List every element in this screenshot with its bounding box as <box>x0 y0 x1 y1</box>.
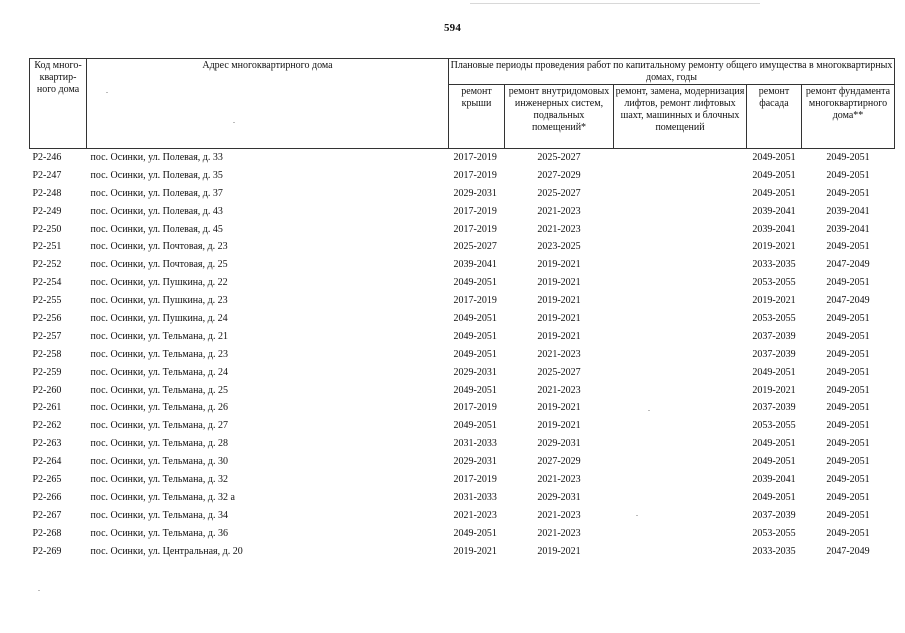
cell-elevators <box>614 238 747 256</box>
cell-address: пос. Осинки, ул. Тельмана, д. 26 <box>90 402 228 414</box>
scan-speck <box>636 515 638 516</box>
cell-elevators <box>614 453 747 471</box>
cell-code: Р2-262 <box>32 420 62 432</box>
cell-code: Р2-259 <box>32 366 62 378</box>
cell-roof: 2029-2031 <box>453 187 497 199</box>
cell-systems: 2029-2031 <box>537 491 581 503</box>
cell-elevators <box>614 256 747 274</box>
header-row <box>30 59 895 85</box>
cell-address: пос. Осинки, ул. Полевая, д. 35 <box>90 169 223 181</box>
cell-foundation: 2049-2051 <box>826 277 870 289</box>
cell-systems: 2021-2023 <box>537 348 581 360</box>
table-row <box>30 328 895 346</box>
cell-roof: 2017-2019 <box>453 151 497 163</box>
cell-systems: 2019-2021 <box>537 312 581 324</box>
cell-elevators <box>614 471 747 489</box>
table-row <box>30 453 895 471</box>
table-row <box>30 525 895 543</box>
cell-foundation: 2049-2051 <box>826 366 870 378</box>
cell-facade: 2039-2041 <box>752 205 796 217</box>
scan-speck <box>233 122 235 123</box>
table-row <box>30 471 895 489</box>
cell-facade: 2019-2021 <box>752 295 796 307</box>
table-row <box>30 167 895 185</box>
cell-address: пос. Осинки, ул. Тельмана, д. 24 <box>90 366 228 378</box>
cell-elevators <box>614 185 747 203</box>
cell-facade: 2053-2055 <box>752 527 796 539</box>
header-code: Код много-квартир-ного дома <box>30 59 87 149</box>
cell-code: Р2-251 <box>32 241 62 253</box>
cell-systems: 2019-2021 <box>537 402 581 414</box>
cell-elevators <box>614 292 747 310</box>
cell-foundation: 2049-2051 <box>826 330 870 342</box>
scan-speck <box>648 410 650 411</box>
table-row <box>30 543 895 561</box>
cell-facade: 2039-2041 <box>752 473 796 485</box>
cell-address: пос. Осинки, ул. Центральная, д. 20 <box>90 545 243 557</box>
cell-systems: 2019-2021 <box>537 277 581 289</box>
table-row <box>30 238 895 256</box>
cell-systems: 2021-2023 <box>537 473 581 485</box>
cell-code: Р2-266 <box>32 491 62 503</box>
cell-foundation: 2049-2051 <box>826 420 870 432</box>
header-periods: Плановые периоды проведения работ по капитальному ремонту общего имущества в многоквартирных домах, годы <box>449 59 895 85</box>
cell-roof: 2031-2033 <box>453 491 497 503</box>
cell-roof: 2017-2019 <box>453 473 497 485</box>
cell-address: пос. Осинки, ул. Тельмана, д. 21 <box>90 330 228 342</box>
table-row <box>30 221 895 239</box>
cell-code: Р2-268 <box>32 527 62 539</box>
table-row <box>30 364 895 382</box>
cell-elevators <box>614 310 747 328</box>
header-roof: ремонт крыши <box>449 85 505 149</box>
table-row <box>30 435 895 453</box>
cell-foundation: 2049-2051 <box>826 312 870 324</box>
cell-roof: 2017-2019 <box>453 205 497 217</box>
cell-code: Р2-269 <box>32 545 62 557</box>
cell-systems: 2019-2021 <box>537 420 581 432</box>
cell-foundation: 2047-2049 <box>826 295 870 307</box>
header-address: Адрес многоквартирного дома <box>87 59 449 149</box>
cell-elevators <box>614 489 747 507</box>
cell-foundation: 2049-2051 <box>826 527 870 539</box>
scan-artifact-line <box>470 3 760 4</box>
cell-address: пос. Осинки, ул. Тельмана, д. 32 <box>90 473 228 485</box>
cell-roof: 2017-2019 <box>453 295 497 307</box>
cell-facade: 2019-2021 <box>752 384 796 396</box>
cell-elevators <box>614 417 747 435</box>
cell-systems: 2021-2023 <box>537 527 581 539</box>
cell-systems: 2029-2031 <box>537 438 581 450</box>
cell-foundation: 2047-2049 <box>826 259 870 271</box>
cell-code: Р2-250 <box>32 223 62 235</box>
cell-address: пос. Осинки, ул. Почтовая, д. 23 <box>90 241 228 253</box>
cell-code: Р2-252 <box>32 259 62 271</box>
cell-facade: 2049-2051 <box>752 456 796 468</box>
cell-code: Р2-260 <box>32 384 62 396</box>
cell-address: пос. Осинки, ул. Почтовая, д. 25 <box>90 259 228 271</box>
header-foundation: ремонт фундамента многоквартирного дома** <box>802 85 895 149</box>
table-row <box>30 256 895 274</box>
cell-facade: 2037-2039 <box>752 402 796 414</box>
repair-schedule-table <box>29 58 895 560</box>
cell-systems: 2019-2021 <box>537 545 581 557</box>
cell-systems: 2019-2021 <box>537 330 581 342</box>
cell-roof: 2029-2031 <box>453 456 497 468</box>
cell-code: Р2-258 <box>32 348 62 360</box>
cell-roof: 2019-2021 <box>453 545 497 557</box>
cell-elevators <box>614 328 747 346</box>
cell-roof: 2017-2019 <box>453 402 497 414</box>
cell-code: Р2-263 <box>32 438 62 450</box>
table-row <box>30 382 895 400</box>
cell-elevators <box>614 364 747 382</box>
cell-address: пос. Осинки, ул. Полевая, д. 43 <box>90 205 223 217</box>
cell-systems: 2021-2023 <box>537 205 581 217</box>
table-row <box>30 203 895 221</box>
cell-roof: 2049-2051 <box>453 330 497 342</box>
cell-code: Р2-265 <box>32 473 62 485</box>
cell-elevators <box>614 543 747 561</box>
cell-systems: 2025-2027 <box>537 151 581 163</box>
cell-foundation: 2049-2051 <box>826 348 870 360</box>
cell-address: пос. Осинки, ул. Полевая, д. 45 <box>90 223 223 235</box>
cell-facade: 2033-2035 <box>752 545 796 557</box>
cell-systems: 2021-2023 <box>537 223 581 235</box>
table-row <box>30 274 895 292</box>
cell-code: Р2-247 <box>32 169 62 181</box>
cell-systems: 2021-2023 <box>537 384 581 396</box>
cell-elevators <box>614 167 747 185</box>
cell-elevators <box>614 203 747 221</box>
cell-roof: 2039-2041 <box>453 259 497 271</box>
table-row <box>30 417 895 435</box>
table-row <box>30 489 895 507</box>
cell-code: Р2-264 <box>32 456 62 468</box>
cell-foundation: 2049-2051 <box>826 402 870 414</box>
cell-address: пос. Осинки, ул. Тельмана, д. 30 <box>90 456 228 468</box>
table-row <box>30 346 895 364</box>
cell-address: пос. Осинки, ул. Тельмана, д. 34 <box>90 509 228 521</box>
header-elevators: ремонт, замена, модернизация лифтов, ремонт лифтовых шахт, машинных и блочных помещений <box>614 85 747 149</box>
cell-code: Р2-267 <box>32 509 62 521</box>
cell-roof: 2021-2023 <box>453 509 497 521</box>
cell-roof: 2029-2031 <box>453 366 497 378</box>
cell-roof: 2025-2027 <box>453 241 497 253</box>
cell-foundation: 2049-2051 <box>826 169 870 181</box>
cell-address: пос. Осинки, ул. Полевая, д. 33 <box>90 151 223 163</box>
cell-elevators <box>614 525 747 543</box>
cell-code: Р2-257 <box>32 330 62 342</box>
cell-facade: 2037-2039 <box>752 509 796 521</box>
cell-elevators <box>614 507 747 525</box>
cell-address: пос. Осинки, ул. Тельмана, д. 27 <box>90 420 228 432</box>
cell-facade: 2039-2041 <box>752 223 796 235</box>
cell-foundation: 2047-2049 <box>826 545 870 557</box>
cell-foundation: 2049-2051 <box>826 456 870 468</box>
page-number: 594 <box>443 22 462 34</box>
table-row <box>30 399 895 417</box>
cell-code: Р2-261 <box>32 402 62 414</box>
header-facade: ремонт фасада <box>747 85 802 149</box>
cell-facade: 2053-2055 <box>752 277 796 289</box>
cell-roof: 2049-2051 <box>453 420 497 432</box>
cell-elevators <box>614 346 747 364</box>
table-body <box>30 149 895 561</box>
cell-systems: 2021-2023 <box>537 509 581 521</box>
cell-systems: 2019-2021 <box>537 295 581 307</box>
cell-facade: 2049-2051 <box>752 187 796 199</box>
table-row <box>30 507 895 525</box>
cell-foundation: 2049-2051 <box>826 509 870 521</box>
scan-speck <box>38 590 40 591</box>
cell-facade: 2049-2051 <box>752 438 796 450</box>
cell-systems: 2027-2029 <box>537 169 581 181</box>
table-row <box>30 292 895 310</box>
scan-speck <box>106 92 108 93</box>
cell-facade: 2049-2051 <box>752 491 796 503</box>
cell-systems: 2027-2029 <box>537 456 581 468</box>
cell-facade: 2049-2051 <box>752 169 796 181</box>
cell-foundation: 2039-2041 <box>826 205 870 217</box>
cell-code: Р2-256 <box>32 312 62 324</box>
cell-address: пос. Осинки, ул. Пушкина, д. 22 <box>90 277 228 289</box>
cell-code: Р2-246 <box>32 151 62 163</box>
cell-foundation: 2039-2041 <box>826 223 870 235</box>
header-systems: ремонт внутридомовых инженерных систем, подвальных помещений* <box>505 85 614 149</box>
cell-foundation: 2049-2051 <box>826 151 870 163</box>
cell-facade: 2033-2035 <box>752 259 796 271</box>
cell-systems: 2023-2025 <box>537 241 581 253</box>
cell-facade: 2049-2051 <box>752 151 796 163</box>
cell-roof: 2031-2033 <box>453 438 497 450</box>
cell-foundation: 2049-2051 <box>826 438 870 450</box>
cell-elevators <box>614 149 747 167</box>
cell-elevators <box>614 435 747 453</box>
table-row <box>30 310 895 328</box>
cell-foundation: 2049-2051 <box>826 384 870 396</box>
cell-systems: 2025-2027 <box>537 366 581 378</box>
cell-facade: 2049-2051 <box>752 366 796 378</box>
cell-roof: 2049-2051 <box>453 312 497 324</box>
table-header <box>30 59 895 149</box>
cell-code: Р2-255 <box>32 295 62 307</box>
cell-foundation: 2049-2051 <box>826 473 870 485</box>
cell-address: пос. Осинки, ул. Тельмана, д. 32 а <box>90 491 235 503</box>
table-row <box>30 185 895 203</box>
cell-roof: 2049-2051 <box>453 277 497 289</box>
cell-address: пос. Осинки, ул. Полевая, д. 37 <box>90 187 223 199</box>
cell-systems: 2025-2027 <box>537 187 581 199</box>
cell-roof: 2049-2051 <box>453 348 497 360</box>
cell-code: Р2-249 <box>32 205 62 217</box>
cell-address: пос. Осинки, ул. Пушкина, д. 23 <box>90 295 228 307</box>
table-row <box>30 149 895 167</box>
cell-roof: 2017-2019 <box>453 223 497 235</box>
cell-roof: 2049-2051 <box>453 384 497 396</box>
cell-facade: 2053-2055 <box>752 312 796 324</box>
cell-foundation: 2049-2051 <box>826 241 870 253</box>
cell-code: Р2-248 <box>32 187 62 199</box>
cell-foundation: 2049-2051 <box>826 491 870 503</box>
cell-code: Р2-254 <box>32 277 62 289</box>
cell-elevators <box>614 221 747 239</box>
cell-address: пос. Осинки, ул. Тельмана, д. 28 <box>90 438 228 450</box>
cell-address: пос. Осинки, ул. Пушкина, д. 24 <box>90 312 228 324</box>
cell-systems: 2019-2021 <box>537 259 581 271</box>
cell-address: пос. Осинки, ул. Тельмана, д. 23 <box>90 348 228 360</box>
cell-elevators <box>614 399 747 417</box>
cell-facade: 2037-2039 <box>752 348 796 360</box>
cell-facade: 2019-2021 <box>752 241 796 253</box>
cell-elevators <box>614 274 747 292</box>
cell-elevators <box>614 382 747 400</box>
cell-facade: 2037-2039 <box>752 330 796 342</box>
cell-facade: 2053-2055 <box>752 420 796 432</box>
cell-address: пос. Осинки, ул. Тельмана, д. 25 <box>90 384 228 396</box>
cell-address: пос. Осинки, ул. Тельмана, д. 36 <box>90 527 228 539</box>
cell-roof: 2017-2019 <box>453 169 497 181</box>
cell-foundation: 2049-2051 <box>826 187 870 199</box>
cell-roof: 2049-2051 <box>453 527 497 539</box>
